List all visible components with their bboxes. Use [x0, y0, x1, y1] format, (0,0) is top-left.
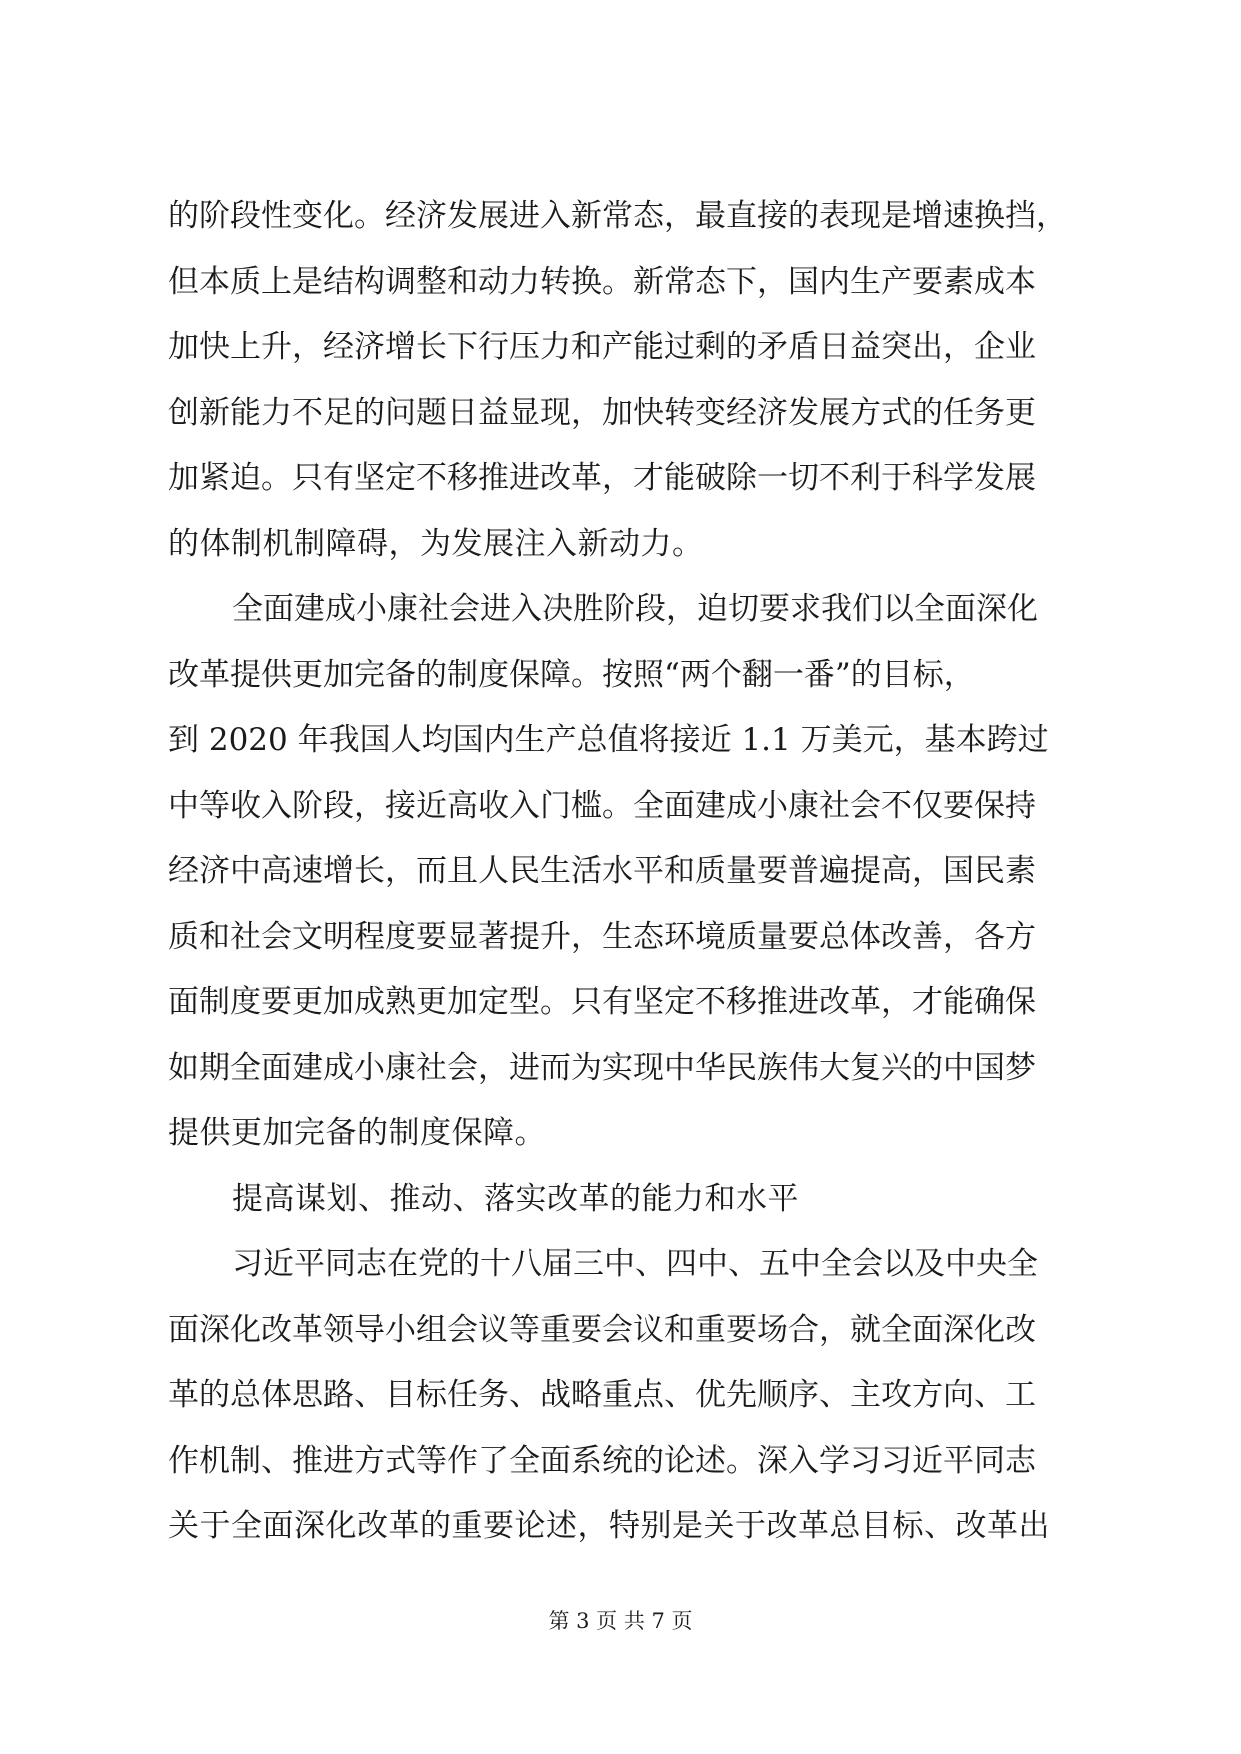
text-line: 的阶段性变化。经济发展进入新常态，最直接的表现是增速换挡，: [168, 198, 1067, 234]
text-line: 质和社会文明程度要显著提升，生态环境质量要总体改善，各方: [168, 918, 1036, 955]
text-line: 的体制机制障碍，为发展注入新动力。: [168, 525, 704, 562]
text-line: 到 2020 年我国人均国内生产总值将接近 1.1 万美元，基本跨过: [168, 722, 1049, 758]
text-line: 经济中高速增长，而且人民生活水平和质量要普遍提高，国民素: [168, 853, 1036, 889]
text-line: 习近平同志在党的十八届三中、四中、五中全会以及中央全: [232, 1246, 1038, 1282]
text-line: 面深化改革领导小组会议等重要会议和重要场合，就全面深化改: [168, 1311, 1036, 1348]
text-line: 面制度要更加成熟更加定型。只有坚定不移推进改革，才能确保: [168, 984, 1036, 1020]
text-line: 如期全面建成小康社会，进而为实现中华民族伟大复兴的中国梦: [168, 1049, 1036, 1086]
text-line: 革的总体思路、目标任务、战略重点、优先顺序、主攻方向、工: [168, 1377, 1036, 1413]
text-line: 作机制、推进方式等作了全面系统的论述。深入学习习近平同志: [168, 1442, 1036, 1479]
text-line: 加紧迫。只有坚定不移推进改革，才能破除一切不利于科学发展: [168, 460, 1036, 496]
text-line: 提高谋划、推动、落实改革的能力和水平: [232, 1180, 799, 1217]
document-body: [168, 184, 1080, 1560]
text-line: 创新能力不足的问题日益显现，加快转变经济发展方式的任务更: [168, 394, 1036, 431]
text-line: 加快上升，经济增长下行压力和产能过剩的矛盾日益突出，企业: [168, 329, 1036, 365]
text-line: 但本质上是结构调整和动力转换。新常态下，国内生产要素成本: [168, 263, 1036, 300]
text-line: 改革提供更加完备的制度保障。按照“两个翻一番”的目标，: [168, 656, 975, 693]
page-footer: 第 3 页 共 7 页: [548, 1609, 693, 1633]
text-line: 关于全面深化改革的重要论述，特别是关于改革总目标、改革出: [168, 1508, 1050, 1544]
text-line: 提供更加完备的制度保障。: [168, 1115, 546, 1151]
text-line: 中等收入阶段，接近高收入门槛。全面建成小康社会不仅要保持: [168, 787, 1036, 824]
text-line: 全面建成小康社会进入决胜阶段，迫切要求我们以全面深化: [232, 591, 1038, 627]
